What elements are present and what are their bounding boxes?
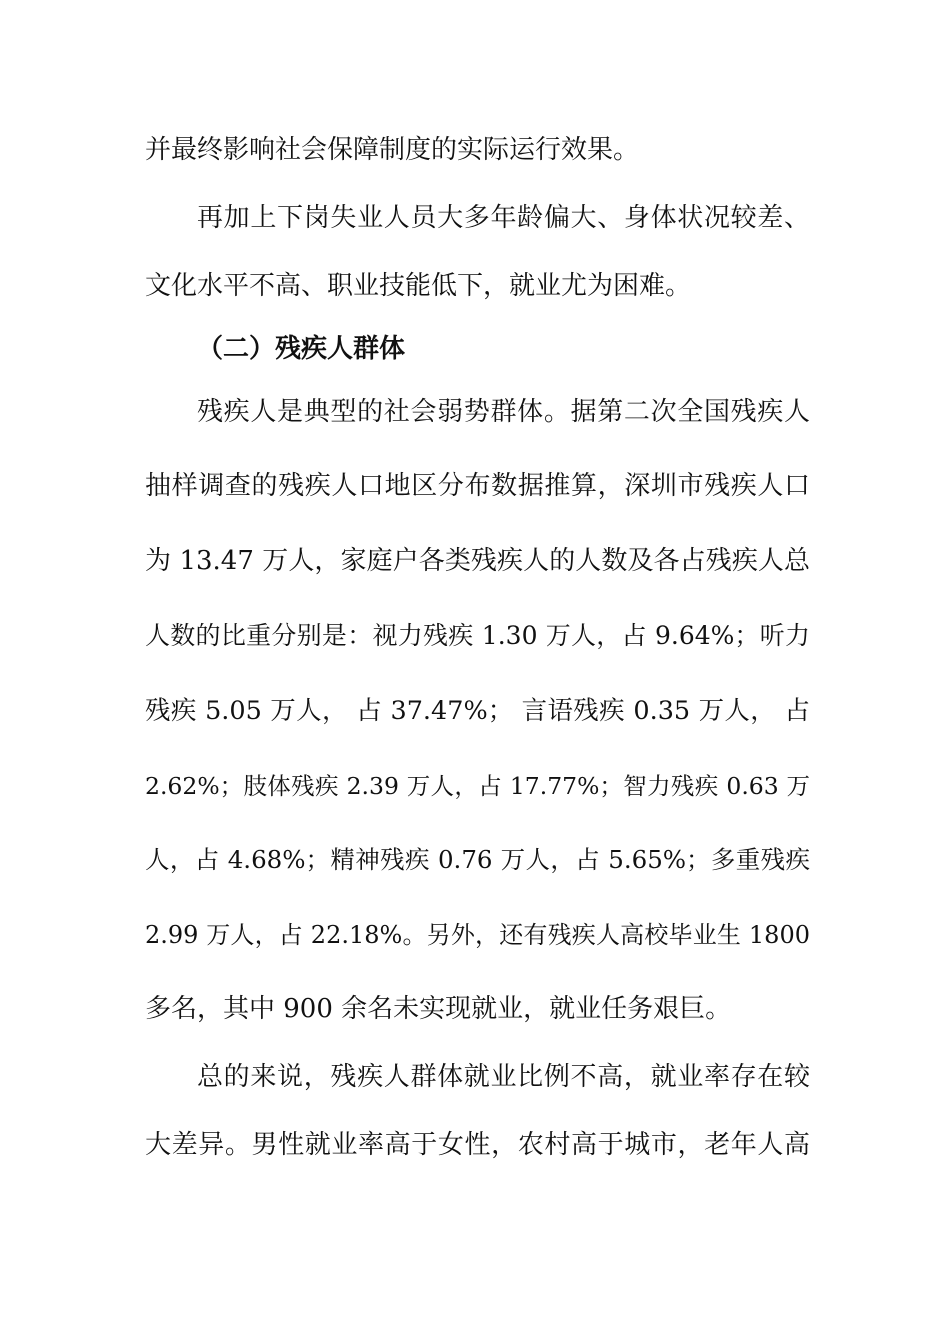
paragraph-line: 为 13.47 万人，家庭户各类残疾人的人数及各占残疾人总 — [145, 546, 810, 576]
paragraph-line: 再加上下岗失业人员大多年龄偏大、身体状况较差、 — [197, 203, 810, 233]
paragraph-line: 并最终影响社会保障制度的实际运行效果。 — [145, 135, 640, 165]
paragraph-line: 2.62%；肢体残疾 2.39 万人，占 17.77%；智力残疾 0.63 万 — [145, 772, 810, 800]
paragraph-line: 人数的比重分别是：视力残疾 1.30 万人，占 9.64%；听力 — [145, 621, 810, 650]
paragraph-line: 大差异。男性就业率高于女性，农村高于城市，老年人高 — [145, 1130, 810, 1160]
paragraph-line: 残疾人是典型的社会弱势群体。据第二次全国残疾人 — [197, 397, 810, 427]
paragraph-line: 人，占 4.68%；精神残疾 0.76 万人，占 5.65%；多重残疾 — [145, 845, 810, 874]
paragraph-line: 总的来说，残疾人群体就业比例不高，就业率存在较 — [197, 1062, 810, 1092]
paragraph-line: 抽样调查的残疾人口地区分布数据推算，深圳市残疾人口 — [145, 471, 810, 501]
paragraph-line: 2.99 万人，占 22.18%。另外，还有残疾人高校毕业生 1800 — [145, 921, 810, 949]
paragraph-line: 残疾 5.05 万人， 占 37.47%； 言语残疾 0.35 万人， 占 — [145, 696, 810, 726]
section-heading: （二）残疾人群体 — [197, 334, 406, 364]
paragraph-line: 多名，其中 900 余名未实现就业，就业任务艰巨。 — [145, 994, 732, 1024]
paragraph-line: 文化水平不高、职业技能低下，就业尤为困难。 — [145, 271, 692, 301]
